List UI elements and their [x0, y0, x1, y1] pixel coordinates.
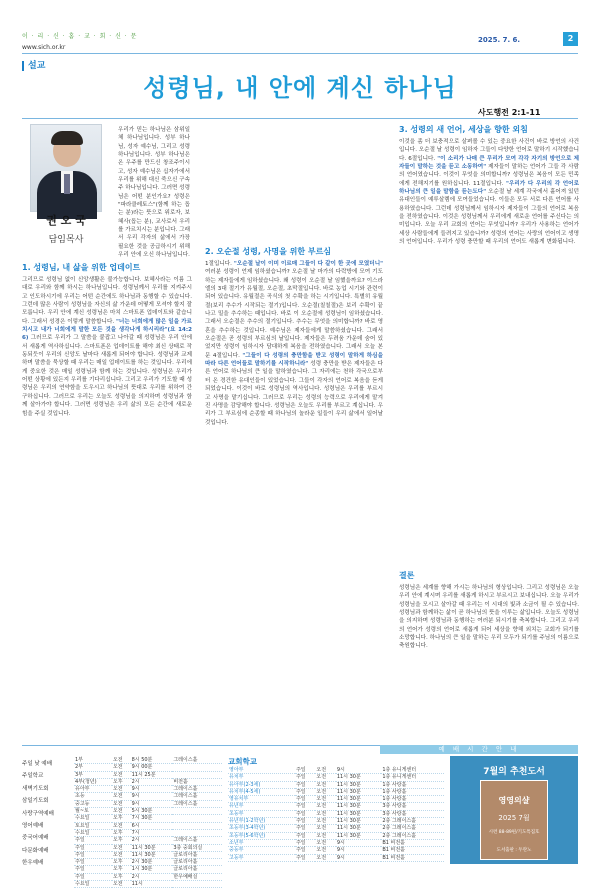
service-label: 다문화예배: [22, 847, 49, 854]
service-cell: 오후: [112, 866, 131, 873]
service-cell: 2시: [131, 778, 173, 785]
s1-text-2: 그러므로 우리가 그 말씀을 붙잡고 나아갈 때 성령님은 우리 안에서 새롭게 역사하십니다. 스마트폰은 업데이트를 해야 최신 상태로 작동되듯이 우리의 신앙도 날마다 새롭게 되어야 합니다. 성령님과 교제하며 말씀을 묵상할 때 우리는 매일 업데이트를 하는 것입니다. 우리에게 중요한 것은 매일 성령님과 함께 하는 것입니다. 성령님은 우리가 어떤 상황에 있든지 우리를 기다리십니다. 그리고 우리가 기도할 때 성령님은 우리의 연약함을 도우시고 하나님의 뜻대로 우리를 위하여 간구하십니다. 그러므로 우리는 오늘도 성령님을 의지하며 성령님과 함께 살아가야 합니다. 그러면 성령님은 우리 삶의 모든 순간에 새로운 힘을 주실 것입니다.: [22, 335, 192, 417]
service-label: 주일학교: [22, 773, 44, 780]
school-cell: 11시 30분: [336, 810, 382, 817]
school-cell: 오전: [315, 839, 335, 846]
school-cell: 오전: [315, 774, 335, 781]
school-cell: 11시 30분: [336, 803, 382, 810]
service-label: 주일 낮 예배: [22, 761, 53, 767]
service-cell: 글로리아홀: [172, 851, 222, 858]
s2-lead: 1절입니다.: [205, 261, 234, 267]
service-cell: 오전: [112, 822, 131, 829]
service-cell: 5시 30분: [131, 808, 173, 815]
school-cell: 오전: [315, 781, 335, 788]
section-2-title: 2. 오순절 성령, 사명을 위한 부르심: [205, 247, 332, 256]
service-cell: 오전: [112, 786, 131, 793]
service-cell: 11시 30분: [131, 844, 173, 851]
service-row: [74, 764, 222, 771]
school-cell: 주일: [295, 810, 315, 817]
school-row: [228, 854, 444, 861]
school-row: [228, 832, 444, 839]
service-cell: 중고등: [74, 800, 112, 807]
s3-text-3: 오순절 날 세계 각국에서 흩어져 있던 유대인들이 예루살렘에 모여들었습니다. 이들은 모두 서로 다른 언어를 사용하였습니다. 그런데 성령님께서 임하시자 제자들이 그들의 언어로 복음을 전하였습니다. 이것은 성령님께서 우리에게 새로운 언어를 주신다는 의미입니다. 오늘 우리 교회의 언어는 무엇입니까? 우리가 사용하는 언어가 세상 사람들에게 들려지고 있습니까? 성령의 언어는 사랑의 언어이고 생명의 언어입니다. 우리가 성령 충만할 때 우리의 언어도 새롭게 변화됩니다.: [399, 189, 579, 246]
author-role: 담임목사: [48, 235, 84, 245]
page-number: 2: [563, 32, 578, 46]
school-row: [228, 796, 444, 803]
service-cell: 오전: [112, 851, 131, 858]
school-cell: 영아부: [228, 767, 295, 774]
school-cell: B1 비전홀: [381, 847, 444, 854]
title-divider: [22, 118, 578, 119]
service-cell: 유아부: [74, 786, 112, 793]
school-cell: 주일: [295, 781, 315, 788]
book-publisher: 도서출판 : 두란노: [496, 848, 532, 853]
service-cell: 오전: [112, 800, 131, 807]
service-cell: 오후: [112, 837, 131, 844]
section-category: 설교: [22, 61, 45, 71]
school-row: [228, 818, 444, 825]
service-cell: 오전: [112, 764, 131, 771]
service-cell: 수요일: [74, 881, 112, 888]
s2-text-2: 성령 충만을 받은 제자들은 다른 언어로 하나님의 큰 일을 말하였습니다. 그 자리에는 천하 각국으로부터 온 경건한 유대인들이 있었습니다. 그들이 각자의 언어로 복음을 듣게 되었습니다. 이것이 바로 성령님의 역사입니다. 성령님은 우리를 부르시고 사명을 맡기십니다. 그러므로 우리는 성령의 능력으로 우리에게 맡겨진 사명을 감당해야 합니다. 성령님은 오늘도 우리를 부르고 계십니다. 우리가 그 부르심에 순종할 때 하나님의 놀라운 일들이 우리 삶에서 일어날 것입니다.: [205, 361, 383, 426]
service-label: 새벽기도회: [22, 785, 49, 792]
issue-date: 2025. 7. 6.: [478, 36, 521, 44]
school-cell: 3층 사랑홀: [381, 810, 444, 817]
school-row: [228, 788, 444, 795]
school-cell: 11시 30분: [336, 832, 382, 839]
service-cell: 2시: [131, 837, 173, 844]
service-row: [74, 793, 222, 800]
school-cell: 유치부(4-5세): [228, 788, 295, 795]
school-cell: 1층 사랑홀: [381, 796, 444, 803]
school-cell: 주일: [295, 854, 315, 861]
service-cell: 오후: [112, 815, 131, 822]
service-row: [74, 771, 222, 778]
school-cell: 주일: [295, 803, 315, 810]
school-row: [228, 781, 444, 788]
service-cell: [172, 764, 222, 771]
school-cell: 오전: [315, 832, 335, 839]
service-cell: 7시: [131, 829, 173, 836]
school-cell: 주일: [295, 832, 315, 839]
service-row: [74, 829, 222, 836]
s1-quote: "너는 너희에게 많은 일을 가르치시고 내가 너희에게 말한 모든 것을 생각나게 하시리라"(요 14:26): [22, 318, 192, 342]
service-cell: 수요일: [74, 815, 112, 822]
school-cell: 주일: [295, 788, 315, 795]
school-cell: 중등부: [228, 847, 295, 854]
service-cell: [172, 881, 222, 888]
service-cell: [172, 829, 222, 836]
service-row: [74, 859, 222, 866]
book-cover[interactable]: [480, 780, 548, 860]
school-cell: 오전: [315, 825, 335, 832]
service-cell: 그레이스홀: [172, 757, 222, 764]
school-row: [228, 767, 444, 774]
service-label: 사랑구역예배: [22, 810, 54, 817]
school-cell: 주일: [295, 774, 315, 781]
conclusion-body: [399, 584, 579, 738]
service-cell: 비전홀: [172, 778, 222, 785]
section-3-title: 3. 성령의 새 언어, 세상을 향한 외침: [399, 125, 528, 134]
service-cell: 2시 30분: [131, 859, 173, 866]
school-row: [228, 847, 444, 854]
book-cover-date: 2025 7월: [498, 814, 530, 822]
service-cell: 그레이스홀: [172, 793, 222, 800]
school-cell: 오전: [315, 847, 335, 854]
service-cell: 한우예배실: [172, 873, 222, 880]
school-cell: 유년부: [228, 803, 295, 810]
school-cell: 오전: [315, 767, 335, 774]
s2-quote-2: "그들이 다 성령의 충만함을 받고 성령이 말하게 하심을 따라 다른 언어들로 말하기를 시작하니라": [205, 352, 383, 368]
service-cell: 주일: [74, 851, 112, 858]
s3-text: 이것을 좀 더 보충적으로 살펴볼 수 있는 중요한 사건이 바로 방언의 사건입니다. 오순절 날 성령이 임하자 그들이 다양한 언어로 말하기 시작했습니다. 6절입니다.: [399, 139, 579, 162]
service-cell: 9시 00분: [131, 764, 173, 771]
school-cell: 초등부: [228, 810, 295, 817]
school-cell: 11시 30분: [336, 796, 382, 803]
school-cell: 유치부: [228, 774, 295, 781]
school-cell: 9시: [336, 767, 382, 774]
school-cell: 주일: [295, 847, 315, 854]
school-cell: 11시 30분: [336, 781, 382, 788]
school-cell: 주일: [295, 767, 315, 774]
service-cell: 오전: [112, 771, 131, 778]
school-cell: 오전: [315, 803, 335, 810]
school-cell: 오전: [315, 818, 335, 825]
service-cell: 주일: [74, 866, 112, 873]
school-cell: 소년부: [228, 839, 295, 846]
school-cell: 9시: [336, 847, 382, 854]
newspaper-tagline: 이 · 리 · 신 · 홈 · 교 · 회 · 신 · 문: [22, 33, 138, 40]
school-cell: 9시: [336, 854, 382, 861]
service-cell: 글로리아홀: [172, 866, 222, 873]
service-cell: 주일: [74, 859, 112, 866]
service-row: [74, 844, 222, 851]
service-cell: 3층 중회의실: [172, 844, 222, 851]
s1-text: 그리므로 성령님 없이 신앙생활은 불가능합니다. 보혜사라는 이름 그대로 우리와 함께 하시는 하나님입니다. 성령님께서 우리를 지켜주시고 인도하시기에 우리는 어떤 순간에도 하나님과 동행할 수 있습니다. 그런데 많은 사람이 성령님을 자신의 삶 가운데 어떻게 모셔야 할지 잘 모릅니다. 우리 안에 계신 성령님은 마치 스마트폰 업데이트와 같습니다. 그래서 성경은 이렇게 말씀합니다.: [22, 277, 192, 325]
service-cell: 오후: [112, 778, 131, 785]
service-cell: 4부(청년): [74, 778, 112, 785]
school-cell: 초등부(3-4학년): [228, 825, 295, 832]
school-cell: 영유치부: [228, 796, 295, 803]
service-cell: 6시: [131, 822, 173, 829]
school-cell: 주일: [295, 796, 315, 803]
school-cell: 고등부: [228, 854, 295, 861]
service-cell: 9시: [131, 800, 173, 807]
school-row: [228, 839, 444, 846]
school-cell: 2층 그레이스홀: [381, 818, 444, 825]
service-cell: 수요일: [74, 829, 112, 836]
intro-paragraph: 우리가 믿는 하나님은 삼위일체 하나님입니다. 성부 하나님, 성자 예수님, 그리고 성령 하나님입니다. 성부 하나님은 온 우주를 만드신 창조주이시고, 성자 예수님은 십자가에서 우리를 위해 대신 죽으신 구속주 하나님입니다. 그러면 성령님은 어떤 분인가요? 성령은 "파라클레토스"(함께 하는 돕는 분)라는 뜻으로 위로자, 보혜사(돕는 분), 교사로서 우리를 가르치시는 분입니다. 그래서 우리 각자의 삶에서 가장 필요한 것을 공급하시기 위해 우리 안에 오신 하나님입니다.: [118, 127, 190, 259]
service-cell: 9시: [131, 786, 173, 793]
section-3-body: [399, 138, 579, 566]
school-row: [228, 810, 444, 817]
service-cell: 글로리아홀: [172, 859, 222, 866]
school-cell: 주일: [295, 825, 315, 832]
author-box: [30, 208, 102, 244]
school-cell: 1층 유니게센터: [381, 767, 444, 774]
school-row: [228, 774, 444, 781]
school-cell: 1층 사랑홀: [381, 788, 444, 795]
service-cell: 8시 50분: [131, 757, 173, 764]
service-label: 중국어예배: [22, 835, 49, 842]
service-row: [74, 778, 222, 785]
service-cell: 오후: [112, 829, 131, 836]
school-cell: 유년부(1-2학년): [228, 818, 295, 825]
service-cell: 1부: [74, 757, 112, 764]
service-row: [74, 873, 222, 880]
service-cell: 그레이스홀: [172, 786, 222, 793]
book-cover-title: 영영의샬: [498, 796, 530, 805]
service-row: [74, 800, 222, 807]
service-cell: 1시 30분: [131, 866, 173, 873]
school-cell: 오전: [315, 854, 335, 861]
service-row: [74, 866, 222, 873]
service-cell: 11시 30분: [131, 851, 173, 858]
service-cell: [172, 771, 222, 778]
school-cell: 초등부(5-6학년): [228, 832, 295, 839]
service-row: [74, 808, 222, 815]
service-cell: 9시: [131, 793, 173, 800]
school-cell: 11시 30분: [336, 825, 382, 832]
header-divider: [22, 53, 578, 54]
service-cell: 주일: [74, 837, 112, 844]
service-cell: 토요일: [74, 822, 112, 829]
s2-quote: "오순절 날이 이미 이르매 그들이 다 같이 한 곳에 모였더니": [233, 261, 384, 267]
section-1-body: [22, 276, 192, 738]
school-cell: 9시: [336, 839, 382, 846]
service-label: 한우예배: [22, 860, 44, 867]
service-row: [74, 757, 222, 764]
service-row: [74, 815, 222, 822]
school-cell: 11시 30분: [336, 818, 382, 825]
sermon-title: 성령님, 내 안에 계신 하나님: [143, 74, 457, 102]
service-cell: 오후: [112, 859, 131, 866]
service-cell: 초등: [74, 793, 112, 800]
service-cell: 2부: [74, 764, 112, 771]
service-row: [74, 851, 222, 858]
service-cell: 그레이스홀: [172, 800, 222, 807]
section-1-title: 1. 성령님, 내 삶을 위한 업데이트: [22, 263, 141, 272]
school-cell: 주일: [295, 839, 315, 846]
service-row: [74, 822, 222, 829]
service-label: 삼일기도회: [22, 798, 49, 805]
s3-quote-2: "우리가 다 우리의 각 언어로 하나님의 큰 일을 말함을 듣는도다": [399, 180, 579, 196]
service-cell: [172, 822, 222, 829]
school-cell: 오전: [315, 796, 335, 803]
service-cell: 11시 25분: [131, 771, 173, 778]
school-cell: B1 비전홀: [381, 854, 444, 861]
school-cell: 11시 30분: [336, 788, 382, 795]
service-cell: 오전: [112, 808, 131, 815]
school-cell: 오전: [315, 810, 335, 817]
s3-quote: "이 소리가 나매 큰 무리가 모여 각각 자기의 방언으로 제자들이 말하는 것을 듣고 소동하여": [399, 155, 579, 171]
service-row: [74, 881, 222, 888]
service-cell: 주일: [74, 844, 112, 851]
service-cell: [172, 815, 222, 822]
school-cell: 주일: [295, 818, 315, 825]
service-cell: 주일: [74, 873, 112, 880]
school-cell: 2층 그레이스홀: [381, 832, 444, 839]
service-cell: 2시: [131, 873, 173, 880]
school-cell: 1층 사랑홀: [381, 781, 444, 788]
school-cell: 11시 30분: [336, 774, 382, 781]
school-cell: 2층 그레이스홀: [381, 825, 444, 832]
service-cell: 11시: [131, 881, 173, 888]
weekly-service-table: [74, 757, 222, 888]
church-school-table: [228, 757, 444, 862]
service-labels: [22, 758, 74, 870]
schedule-band-title: 예 배 시 간 안 내: [380, 745, 578, 754]
service-cell: 오전: [112, 881, 131, 888]
school-cell: 1층 유니게센터: [381, 774, 444, 781]
book-cover-sub: 시련 88-89편/기도특집호: [488, 830, 540, 835]
church-url[interactable]: www.sich.or.kr: [22, 44, 66, 51]
service-row: [74, 786, 222, 793]
service-cell: 7시 30분: [131, 815, 173, 822]
school-cell: B1 비전홀: [381, 839, 444, 846]
service-cell: 월~토: [74, 808, 112, 815]
school-cell: 3층 사랑홀: [381, 803, 444, 810]
service-cell: 오후: [112, 873, 131, 880]
s3-text-2: 제자들이 말하는 언어가 그들 각 사람의 언어였습니다. 이것이 무엇을 의미합니까? 성령님은 복음이 모든 민족에게 전해지기를 원하십니다. 11절입니다.: [399, 164, 579, 187]
service-cell: 오전: [112, 844, 131, 851]
school-row: [228, 803, 444, 810]
service-cell: 3부: [74, 771, 112, 778]
service-cell: 오전: [112, 793, 131, 800]
service-cell: 오전: [112, 757, 131, 764]
scripture-reference: 사도행전 2:1-11: [478, 108, 541, 117]
school-row: [228, 825, 444, 832]
church-school-title: 교회학교: [228, 757, 257, 766]
recommended-book[interactable]: [450, 756, 578, 864]
pastor-portrait: [30, 124, 102, 212]
service-row: [74, 837, 222, 844]
book-heading: 7월의 추천도서: [483, 767, 545, 777]
school-cell: 유아부(2-3세): [228, 781, 295, 788]
service-label: 영어예배: [22, 823, 44, 830]
s2-text: 여러분 성령이 언제 임하셨습니까? 오순절 날 마가의 다락방에 모여 기도하는 제자들에게 임하셨습니다. 왜 성령이 오순절 날 임했을까요? 이스라엘의 3대 절기가 유월절, 오순절, 초막절입니다. 바로 농업 시기와 관련이 되어 있습니다. 유월절은 곡식의 첫 수확을 하는 시기입니다. 특별히 유월절(보리 추수가 시작되는 절기)입니다. 오순절(칠칠절)은 보리 수확이 끝나고 밀을 추수하는 때입니다. 바로 이 오순절에 성령님이 임하셨습니다. 그래서 오순절은 추수의 절기입니다. 추수는 무엇을 의미합니까? 바로 영혼을 추수하는 것입니다. 예수님은 제자들에게 말씀하셨습니다. 그래서 오순절은 곧 성령의 부르심의 날입니다. 제자들은 두려움 가운데 숨어 있었지만 성령이 임하시자 담대하게 복음을 전하였습니다. 그래서 오늘 본문 4절입니다.: [205, 269, 383, 359]
conclusion-paragraph: 성령님은 세계를 향해 가시는 하나님의 형상입니다. 그리고 성령님은 오늘 우리 안에 계시며 우리를 새롭게 하시고 부르시고 보내십니다. 오늘 우리가 성령님을 모시고 살아갈 때 우리는 이 시대의 빛과 소금이 될 수 있습니다. 성령님과 함께하는 삶이 곧 하나님의 뜻을 이루는 삶입니다. 오늘도 성령님을 의지하며 성령님과 동행하는 여러분 되시기를 축복합니다. 그리고 우리의 언어가 성령의 언어로 새롭게 되어 세상을 향해 외치는 교회가 되기를 소망합니다. 하나님의 큰 일을 말하는 우리 모두가 되기를 주님의 이름으로 축원합니다.: [399, 585, 579, 650]
author-name: 권 오 국: [46, 214, 86, 227]
service-cell: [172, 808, 222, 815]
conclusion-title: 결론: [399, 571, 415, 580]
service-cell: 그레이스홀: [172, 837, 222, 844]
school-cell: 오전: [315, 788, 335, 795]
section-2-body: [205, 260, 383, 738]
